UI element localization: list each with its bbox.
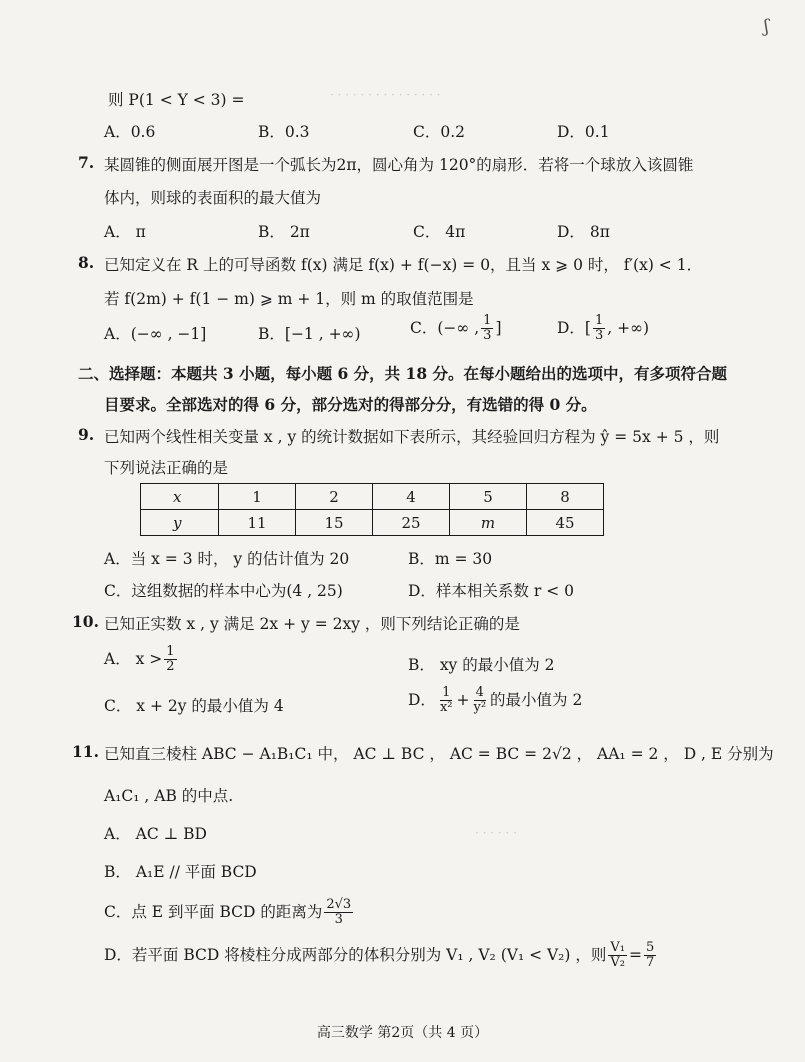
page-footer: 高三数学 第2页（共 4 页） xyxy=(316,1025,489,1041)
bleed-through-text: · · · · · · xyxy=(475,826,517,840)
q11-option-c xyxy=(104,898,355,928)
q10-option-a-pre: A． x > xyxy=(104,649,163,668)
q10-option-d-fraction-2 xyxy=(471,686,488,716)
fraction-denominator: 3 xyxy=(334,912,343,928)
q8-option-a: A．(−∞ , −1] xyxy=(104,325,207,343)
fraction-denominator: 2 xyxy=(166,659,175,675)
q8-option-c xyxy=(410,314,502,344)
q8-option-c-pre: C．(−∞ , xyxy=(410,318,480,337)
q7-option-d: D． 8π xyxy=(557,223,610,241)
fraction-denominator: V₂ xyxy=(610,955,625,971)
q9-line1: 已知两个线性相关变量 x , y 的统计数据如下表所示，其经验回归方程为 ŷ = 5x + 5 ，则 xyxy=(104,428,720,446)
table-cell: 1 xyxy=(219,484,296,510)
q9-option-b: B．m = 30 xyxy=(408,550,493,568)
q6-option-c: C．0.2 xyxy=(413,123,466,141)
table-row xyxy=(141,484,604,510)
q7-option-b: B． 2π xyxy=(258,223,310,241)
q9-option-d: D．样本相关系数 r < 0 xyxy=(408,582,574,600)
bleed-through-text: · · · · · · · · · · · · · · · xyxy=(330,88,441,102)
table-cell: 45 xyxy=(527,510,604,536)
fraction-numerator: 1 xyxy=(166,644,175,659)
fraction-numerator: 2√3 xyxy=(326,897,352,912)
table-cell: 4 xyxy=(373,484,450,510)
fraction-numerator: 1 xyxy=(442,685,451,700)
q8-option-c-post: ] xyxy=(495,318,502,337)
q8-line2: 若 f(2m) + f(1 − m) ⩾ m + 1，则 m 的取值范围是 xyxy=(104,290,474,308)
q8-option-d xyxy=(557,314,649,344)
fraction-denominator: 7 xyxy=(645,955,655,971)
q10-option-d-fraction-1 xyxy=(438,686,455,716)
q11-number: 11. xyxy=(72,742,99,761)
q11-option-a: A． AC ⊥ BD xyxy=(104,825,207,843)
q10-number: 10. xyxy=(72,612,99,631)
q7-line2: 体内，则球的表面积的最大值为 xyxy=(104,189,322,207)
table-cell: 11 xyxy=(219,510,296,536)
plus-sign: + xyxy=(456,690,470,709)
q10-option-d-post: 的最小值为 2 xyxy=(490,690,583,709)
q8-option-b: B．[−1 , +∞) xyxy=(258,325,361,343)
q10-option-b: B． xy 的最小值为 2 xyxy=(408,656,555,674)
q9-line2: 下列说法正确的是 xyxy=(104,459,229,477)
q11-option-d-fraction-1 xyxy=(608,941,627,971)
q8-number: 8. xyxy=(78,253,95,272)
q9-option-c: C．这组数据的样本中心为(4 , 25) xyxy=(104,582,343,600)
table-row xyxy=(141,510,604,536)
section-2-heading-line2: 目要求。全部选对的得 6 分，部分选对的得部分分，有选错的得 0 分。 xyxy=(104,395,597,414)
table-cell: x xyxy=(141,484,219,510)
table-cell: 15 xyxy=(296,510,373,536)
q7-option-a: A． π xyxy=(104,223,146,241)
q9-option-a: A．当 x = 3 时， y 的估计值为 20 xyxy=(104,550,350,568)
q6-option-a: A．0.6 xyxy=(104,123,156,141)
q11-line1: 已知直三棱柱 ABC − A₁B₁C₁ 中， AC ⊥ BC ， AC = BC = 2√2 ， AA₁ = 2 ， D , E 分别为 xyxy=(104,745,774,763)
fraction-denominator: y² xyxy=(473,700,487,716)
q6-option-d: D．0.1 xyxy=(557,123,610,141)
fraction-denominator: x² xyxy=(439,700,453,716)
q8-line1: 已知定义在 R 上的可导函数 f(x) 满足 f(x) + f(−x) = 0，且当 x ⩾ 0 时， f′(x) < 1． xyxy=(104,256,703,274)
q11-option-d-pre: D．若平面 BCD 将棱柱分成两部分的体积分别为 V₁ , V₂ (V₁ < V₂) ，则 xyxy=(104,945,607,964)
q10-option-a xyxy=(104,645,179,675)
table-cell: 2 xyxy=(296,484,373,510)
q6-stem-tail: 则 P(1 < Y < 3) = xyxy=(108,91,245,109)
q7-option-c: C． 4π xyxy=(413,223,466,241)
q6-option-b: B．0.3 xyxy=(258,123,310,141)
q7-number: 7. xyxy=(78,153,95,172)
fraction-denominator: 3 xyxy=(594,328,604,344)
fraction-denominator: 3 xyxy=(483,328,492,344)
q10-line1: 已知正实数 x , y 满足 2x + y = 2xy ，则下列结论正确的是 xyxy=(104,615,520,633)
q7-line1: 某圆锥的侧面展开图是一个弧长为2π，圆心角为 120°的扇形．若将一个球放入该圆锥 xyxy=(104,156,694,174)
q10-option-a-fraction xyxy=(164,645,176,675)
table-cell: y xyxy=(141,510,219,536)
table-cell: 25 xyxy=(373,510,450,536)
q8-option-d-post: , +∞) xyxy=(607,318,650,337)
q8-option-d-fraction xyxy=(593,314,605,344)
q11-option-b: B． A₁E // 平面 BCD xyxy=(104,863,257,881)
q8-option-c-fraction xyxy=(481,314,493,344)
fraction-numerator: V₁ xyxy=(610,940,625,955)
scan-mark: ʃ xyxy=(764,16,769,37)
q10-option-c: C． x + 2y 的最小值为 4 xyxy=(104,697,284,715)
q9-data-table xyxy=(140,483,604,536)
q11-line2: A₁C₁ , AB 的中点. xyxy=(104,787,234,805)
fraction-numerator: 1 xyxy=(483,313,492,328)
q9-number: 9. xyxy=(78,425,95,444)
fraction-numerator: 5 xyxy=(645,940,655,955)
q11-option-c-pre: C．点 E 到平面 BCD 的距离为 xyxy=(104,902,323,921)
q8-option-d-pre: D．[ xyxy=(557,318,591,337)
fraction-numerator: 4 xyxy=(475,685,484,700)
section-2-heading-line1: 二、选择题：本题共 3 小题，每小题 6 分，共 18 分。在每小题给出的选项中，有多项符合题 xyxy=(78,364,728,383)
table-cell: 5 xyxy=(450,484,527,510)
fraction-numerator: 1 xyxy=(594,313,604,328)
q11-option-c-fraction xyxy=(324,898,353,928)
q10-option-d xyxy=(408,686,582,716)
q10-option-d-pre: D． xyxy=(408,690,436,709)
q11-option-d-fraction-2 xyxy=(644,941,656,971)
q11-option-d xyxy=(104,941,658,971)
equals-sign: = xyxy=(628,945,642,964)
table-cell: m xyxy=(450,510,527,536)
table-cell: 8 xyxy=(527,484,604,510)
